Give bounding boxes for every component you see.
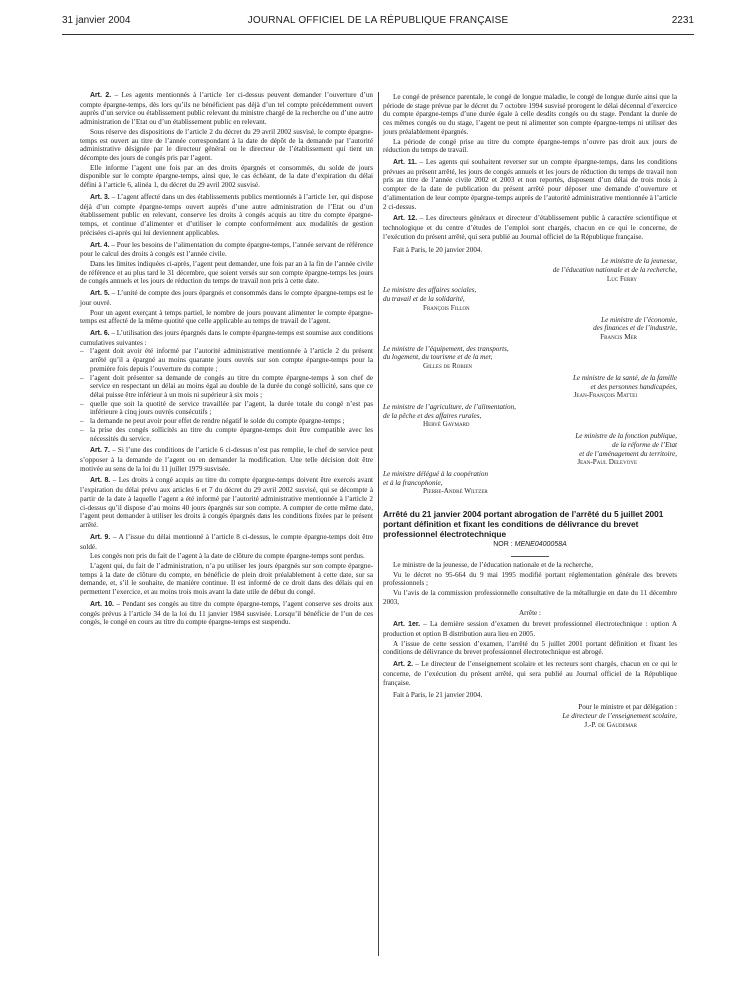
article-label: Art. 12. (393, 215, 418, 223)
signatory-role: Le ministre des affaires sociales, (383, 286, 477, 295)
list-item: – la prise des congés sollicités au titre du compte épargne-temps doit être compatible avec les nécessités du service. (80, 426, 373, 443)
signatory-role: de la réforme de l’Etat (611, 440, 677, 449)
signatory-role: et de l’aménagement du territoire, (579, 449, 677, 458)
signatory-name: Luc Ferry (606, 274, 637, 283)
page-header (62, 14, 694, 30)
article-paragraph (80, 476, 373, 529)
nor-reference (383, 541, 677, 550)
signatory-name: Jean-François Mattei (573, 391, 637, 400)
signatory-role: Le directeur de l’enseignement scolaire, (562, 711, 677, 720)
article-label: Art. 2. (90, 92, 112, 99)
minister-signature (383, 374, 677, 400)
signatory-name: J.-P. de Gaudemar (584, 720, 637, 729)
minister-signature (383, 286, 677, 312)
left-column (80, 88, 373, 627)
article-paragraph: La période de congé prise au titre du compte épargne-temps n’ouvre pas droit aux jours de réduction du temps de travail. (383, 137, 677, 155)
signatory-role: Le ministre de la fonction publique, (575, 432, 677, 441)
signatory-role: Le ministre de l’agriculture, de l’alimentation, (383, 403, 516, 411)
article-label: Art. 11. (393, 159, 417, 167)
article-text: Elle informe l’agent une fois par an des droits épargnés et consommés, du solde de jours disponible sur le compte épargne-temps, ainsi que, le cas échéant, de la date d’expiration du délai défini à l’article 6, alinéa 1, du décret du 29 avril 2002 susvisé. (80, 163, 373, 190)
article-text: – L’agent affecté dans un des établissements publics mentionnés à l’article 1er, qui dispose déjà d’un compte épargne-temps ouvert auprès d’une autre administration de l’Etat ou d’un établissement public en relevant, conserve les droits à congés acquis au titre du compte épargne-temps, et continue d’alimenter et d’utiliser le compte conformément aux modalités de gestion précisées ci-après qui lui deviennent applicables. (80, 192, 373, 237)
signatory-role: Pour le ministre et par délégation : (578, 703, 677, 712)
signatory-role: Le ministre délégué à la coopération (383, 470, 489, 479)
article-text: – Pendant ses congés au titre du compte épargne-temps, l’agent conserve ses droits aux congés prévus à l’article 34 de la loi du 11 janvier 1984 susvisée. Lorsqu’il bénéficie de l’un de ces congés, le congé en cours au titre du compte épargne-temps est suspendu. (80, 599, 373, 627)
signatory-role: Le ministre de l’économie, (601, 315, 677, 324)
minister-signature (383, 432, 677, 467)
signatory-name: Hervé Gaymard (423, 420, 470, 429)
header-journal-title: JOURNAL OFFICIEL DE LA RÉPUBLIQUE FRANÇAISE (247, 15, 509, 26)
director-signature (383, 703, 677, 729)
nor-code: MENE0400058A (514, 541, 567, 549)
list-item: – l’agent doit avoir été informé par l’autorité administrative mentionnée à l’article 2 du présent arrêté qu’il a épargné au moins quarante jours ouvrés sur son compte épargne-temps pour la première fois depuis l’ouverture du compte ; (80, 347, 373, 373)
article-paragraph (80, 533, 373, 551)
signatory-role: Le ministre de la jeunesse, (601, 257, 677, 266)
article-text: Sous réserve des dispositions de l’article 2 du décret du 29 avril 2002 susvisé, le compte épargne-temps est ouvert au titre de l’année correspondant à la date de dépôt de la demande par l’autorité administrative désignée par le directeur général ou le directeur de l’établissement qui tient un décompte des jours de congés pris par l’agent. (80, 127, 373, 163)
article-label: Art. 2. (393, 661, 414, 669)
article-text: – Si l’une des conditions de l’article 6 ci-dessus n’est pas remplie, le chef de service peut s’opposer à la demande de l’agent ou en demander la modification. Une telle décision doit être motivée au sens de la loi du 11 juillet 1979 susvisée. (80, 446, 373, 473)
article-label: Art. 6. (90, 329, 110, 337)
article-label: Art. 8. (90, 477, 111, 485)
preamble-paragraph: Vu l’avis de la commission professionnelle consultative de la métallurgie en date du 11 décembre 2003, (383, 589, 677, 606)
header-rule (62, 34, 694, 35)
article-paragraph: Le congé de présence parentale, le congé de longue maladie, le congé de longue durée ainsi que la période de stage prévue par le décret du 7 octobre 1994 susvisé prorogent le délai décennal d’exercice du compte épargne-temps d’une durée égale à celle desdits congés ou du stage. Pendant la durée de ces mêmes congés ou du stage, l’agent ne peut ni alimenter son compte épargne-temps ni utiliser des jours préalablement épargnés. (383, 93, 677, 136)
decree-title: Arrêté du 21 janvier 2004 portant abrogation de l’arrêté du 5 juillet 2001 portant définition et fixant les conditions de délivrance du brevet professionnel électrotechnique (383, 509, 664, 539)
article-paragraph (80, 329, 373, 347)
article-text: – L’utilisation des jours épargnés dans le compte épargne-temps est soumise aux conditions cumulatives suivantes : (80, 328, 373, 347)
article-label: Art. 10. (90, 600, 114, 608)
header-date: 31 janvier 2004 (62, 15, 131, 26)
article-text: – Les directeurs généraux et directeur d’établissement public à caractère scientifique et technologique et du centre d’études de l’emploi sont chargés, chacun en ce qui le concerne, de l’exécution du présent arrêté, qui sera publié au Journal officiel de la République française. (383, 214, 677, 241)
article-text: A l’issue de cette session d’examen, l’arrêté du 5 juillet 2001 portant définition et fixant les conditions de délivrance du brevet professionnel électrotechnique est abrogé. (383, 639, 677, 657)
article-paragraph (383, 620, 677, 638)
article-paragraph (383, 640, 677, 657)
article-label: Art. 9. (90, 533, 111, 541)
list-item: – l’agent doit présenter sa demande de congés au titre du compte épargne-temps à son chef de service en respectant un délai au moins égal au double de la durée du congé sollicité, sans que ce délai puisse être inférieur à un mois ni supérieur à six mois ; (80, 374, 373, 400)
article-paragraph (80, 309, 373, 326)
signatory-name: Gilles de Robien (423, 362, 473, 371)
list-item: – quelle que soit la quotité de service travaillée par l’agent, la durée totale du congé n’est pas inférieure à cinq jours ouvrés consécutifs ; (80, 400, 373, 417)
signatory-role: de la pêche et des affaires rurales, (383, 411, 482, 420)
article-text: Les congés non pris du fait de l’agent à la date de clôture du compte épargne-temps sont perdus. (90, 552, 365, 561)
signatory-name: Pierre-André Wiltzer (423, 487, 488, 496)
preamble-paragraph: Vu le décret no 95-664 du 9 mai 1995 modifié portant réglementation générale des brevets professionnels ; (383, 570, 677, 588)
preamble-paragraph: Le ministre de la jeunesse, de l’éducation nationale et de la recherche, (393, 561, 594, 570)
article-paragraph (80, 446, 373, 473)
article-text: – La dernière session d’examen du brevet professionnel électrotechnique : option A production et option B distribution aura lieu en 2005. (383, 620, 677, 639)
article-text: – A l’issue du délai mentionné à l’article 8 ci-dessus, le compte épargne-temps doit être soldé. (80, 532, 373, 551)
minister-signature (383, 257, 677, 283)
article-paragraph (80, 241, 373, 259)
article-label: Art. 4. (90, 241, 110, 249)
signatory-role: Le ministre de l’équipement, des transports, (383, 344, 509, 353)
article-text: – Les agents mentionnés à l’article 1er ci-dessus peuvent demander l’ouverture d’un compte épargne-temps, dès lors qu’ils ne bénéficient pas déjà d’un tel compte précédemment ouvert auprès d’un service ou établissement public relevant du ministre chargé de la recherche ou d’une autre administration de l’Etat ou d’un établissement public en relevant. (80, 91, 374, 127)
header-page-number: 2231 (671, 15, 694, 26)
signatory-role: des finances et de l’industrie, (593, 324, 677, 333)
signatory-role: et à la francophonie, (383, 478, 443, 487)
article-text: – L’unité de compte des jours épargnés et consommés dans le compte épargne-temps est le jour ouvré. (80, 289, 373, 307)
article-paragraph (80, 91, 373, 127)
article-label: Art. 5. (90, 290, 110, 298)
conditions-list (80, 347, 373, 443)
minister-signature (383, 470, 677, 496)
signatory-name: François Fillon (423, 303, 470, 312)
arrete-heading: Arrête : (518, 608, 541, 617)
article-paragraph (80, 164, 373, 190)
nor-label: NOR : (493, 541, 515, 549)
signature-place-date: Fait à Paris, le 20 janvier 2004. (393, 245, 483, 254)
column-divider (378, 92, 379, 956)
signature-place-date: Fait à Paris, le 21 janvier 2004. (393, 691, 483, 700)
article-paragraph (80, 193, 373, 238)
right-column (383, 92, 677, 729)
article-text: – Les agents qui souhaitent reverser sur un compte épargne-temps, dans les conditions prévues au présent arrêté, les jours de congés annuels et les jours de réduction du temps de travail non pris au titre de l’année civile 2002 et 2003 et non reportés, disposent d’un délai de trois mois à compter de la date de publication du présent arrêté pour déposer une demande d’ouverture et d’alimentation de leur compte épargne-temps auprès de l’autorité administrative mentionnée à l’article 2 ci-dessus. (383, 158, 678, 211)
article-paragraph (383, 214, 677, 241)
article-paragraph (80, 128, 373, 163)
article-text: Pour un agent exerçant à temps partiel, le nombre de jours pouvant alimenter le compte épargne-temps est affecté de la même quotité que celle applicable au temps de travail de l’agent. (80, 308, 373, 326)
article-paragraph (80, 600, 373, 627)
signatory-role: du logement, du tourisme et de la mer, (383, 353, 493, 362)
title-divider (511, 556, 549, 557)
article-paragraph (383, 660, 677, 687)
article-paragraph (80, 552, 373, 561)
article-paragraph (80, 260, 373, 286)
signatory-name: Jean-Paul Delevoye (577, 458, 637, 467)
signatory-role: et des personnes handicapées, (590, 382, 677, 391)
signatory-role: de l’éducation nationale et de la recherche, (552, 265, 677, 274)
article-label: Art. 7. (90, 447, 110, 455)
article-paragraph (383, 158, 677, 211)
article-text: – Pour les besoins de l’alimentation du compte épargne-temps, l’année servant de référence pour le calcul des droits à congés est l’année civile. (80, 240, 374, 259)
article-label: Art. 3. (90, 193, 110, 201)
article-text: Dans les limites indiquées ci-après, l’agent peut demander, une fois par an à la fin de l’année civile de référence et au plus tard le 31 décembre, que soient versés sur son compte épargne-temps les jours de congés annuels et les jours de réduction du temps de travail non pris à cette date. (80, 259, 373, 286)
signatory-role: Le ministre de la santé, de la famille (572, 373, 677, 382)
article-paragraph (80, 289, 373, 307)
signatory-role: du travail et de la solidarité, (383, 295, 465, 304)
list-item: – la demande ne peut avoir pour effet de rendre négatif le solde du compte épargne-temps ; (80, 417, 373, 426)
article-text: – Les droits à congé acquis au titre du compte épargne-temps doivent être exercés avant l’expiration du délai prévu aux articles 6 et 7 du décret du 29 avril 2002 susvisé, qui se décompte à partir de la date à laquelle l’agent a été informé par l’autorité administrative mentionnée à l’article 2 ci-dessus qu’il dispose d’au moins 40 jours épargnés sur son compte. A compter de cette même date, l’agent peut demander à utiliser les droits à congés épargnés dans les conditions fixées par le présent arrêté. (80, 476, 373, 530)
signatory-name: Francis Mer (600, 332, 637, 341)
article-text: L’agent qui, du fait de l’administration, n’a pu utiliser les jours épargnés sur son compte épargne-temps à la date de clôture du compte, en bénéficie de plein droit préalablement à cette date, sur sa demande, et, s’il le souhaite, de manière continue. Il est informé de ce droit dans des délais qui en permettent l’exercice, et au moins trois mois avant la date utile de début du congé. (80, 561, 373, 597)
article-label: Art. 1er. (393, 621, 421, 629)
minister-signature (383, 345, 677, 371)
article-text: – Le directeur de l’enseignement scolaire et les recteurs sont chargés, chacun en ce qui le concerne, de l’exécution du présent arrêté, qui sera publié au Journal officiel de la République française. (383, 660, 677, 687)
minister-signature (383, 403, 677, 429)
minister-signature (383, 316, 677, 342)
article-paragraph (80, 562, 373, 597)
